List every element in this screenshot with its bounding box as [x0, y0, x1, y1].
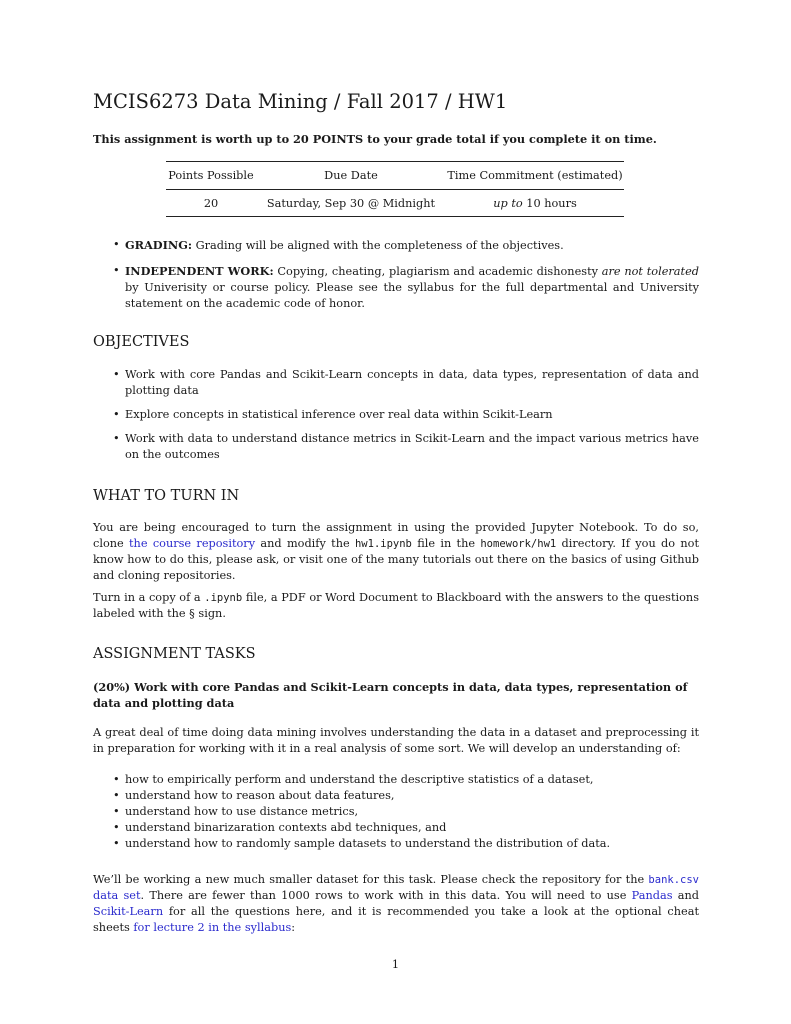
turn-in-text: file in the: [411, 537, 481, 550]
policy-grading-text: Grading will be aligned with the completeness of the objectives.: [192, 239, 564, 252]
tasks-paragraph-2: [93, 872, 699, 936]
task-list-item: • understand how to reason about data features,: [93, 788, 699, 804]
objectives-heading: OBJECTIVES: [93, 334, 190, 350]
tasks-text: :: [291, 921, 296, 934]
ipynb-extension: .ipynb: [204, 592, 243, 604]
turn-in-text: You are being encouraged to turn the assignment in using the provided Jupyter Notebook. To do so, clone: [93, 521, 699, 550]
turn-in-paragraph-1: [93, 520, 699, 584]
header-time: Time Commitment (estimated): [447, 169, 623, 182]
info-table-row: [166, 190, 624, 217]
policy-grading-label: GRADING:: [125, 238, 193, 252]
document-title: MCIS6273 Data Mining / Fall 2017 / HW1: [93, 90, 508, 113]
turn-in-text: and modify the: [255, 537, 355, 550]
info-table-header-row: [166, 162, 624, 190]
task-list-item: • understand binarizaration contexts abd techniques, and: [93, 820, 699, 836]
turn-in-paragraph-2: [93, 590, 699, 622]
time-amount: 10 hours: [522, 196, 577, 210]
turn-in-text: file, a PDF or Word Document to Blackboard with the answers to the questions labeled with the § sign.: [93, 591, 699, 620]
objective-item: • Work with core Pandas and Scikit-Learn concepts in data, data types, representation of data and plotting data: [93, 367, 699, 399]
policy-independent-text-b: by Univerisity or course policy. Please see the syllabus for the full departmental and University statement on the academic code of honor.: [125, 281, 699, 310]
tasks-text: and: [672, 889, 700, 902]
turn-in-text: Turn in a copy of a: [93, 591, 205, 604]
turn-in-section: [93, 520, 699, 622]
task-subheading: (20%) Work with core Pandas and Scikit-Learn concepts in data, data types, representation of data and plotting data: [93, 680, 688, 710]
policy-independent-emphasis: are not tolerated: [601, 265, 699, 278]
task-list-item: • understand how to use distance metrics,: [93, 804, 699, 820]
header-points: Points Possible: [168, 169, 254, 182]
time-value: [446, 190, 624, 217]
tasks-text: We’ll be working a new much smaller dataset for this task. Please check the repository for the: [93, 873, 649, 886]
time-prefix: up to: [493, 196, 523, 210]
policy-independent-label: INDEPENDENT WORK:: [125, 264, 274, 278]
lecture-2-syllabus-link[interactable]: for lecture 2 in the syllabus: [133, 921, 292, 934]
tasks-paragraph-1: A great deal of time doing data mining involves understanding the data in a dataset and preprocessing it in preparation for working with it in a real analysis of some sort. We will develop an understanding of:: [93, 726, 699, 755]
turn-in-heading: WHAT TO TURN IN: [93, 488, 240, 504]
task-list-item: • how to empirically perform and understand the descriptive statistics of a dataset,: [93, 772, 699, 788]
tasks-heading: ASSIGNMENT TASKS: [93, 646, 256, 662]
objective-item: • Work with data to understand distance metrics in Scikit-Learn and the impact various metrics have on the outcomes: [93, 431, 699, 463]
objective-item: • Explore concepts in statistical inference over real data within Scikit-Learn: [93, 407, 699, 423]
tasks-text: for all the questions here, and it is recommended you take a look at the optional cheat sheets: [93, 905, 699, 934]
course-repository-link[interactable]: the course repository: [129, 537, 256, 550]
tasks-list: [93, 772, 699, 852]
policy-independent-text-a: Copying, cheating, plagiarism and academic dishonesty: [273, 265, 602, 278]
points-value: 20: [203, 196, 219, 210]
task-list-item: • understand how to randomly sample datasets to understand the distribution of data.: [93, 836, 699, 852]
intro-statement: This assignment is worth up to 20 POINTS to your grade total if you complete it on time.: [93, 132, 657, 146]
info-table: [166, 161, 624, 217]
bank-dataset-link-text: data set: [93, 889, 141, 902]
scikit-learn-link[interactable]: Scikit-Learn: [93, 905, 164, 918]
homework-directory: homework/hw1: [480, 538, 557, 550]
due-date-value: Saturday, Sep 30 @ Midnight: [266, 196, 436, 210]
policy-list: [93, 237, 699, 312]
header-due-date: Due Date: [324, 169, 378, 182]
pandas-link[interactable]: Pandas: [631, 889, 673, 902]
bank-csv-filename: bank.csv: [648, 874, 699, 886]
tasks-text: . There are fewer than 1000 rows to work with in this data. You will need to use: [140, 889, 632, 902]
policy-grading: [93, 237, 699, 254]
policy-independent-work: [93, 263, 699, 312]
notebook-filename: hw1.ipynb: [354, 538, 412, 550]
turn-in-text: directory. If you do not know how to do this, please ask, or visit one of the many tutorials out there on the basics of using Github and cloning repositories.: [93, 537, 699, 582]
objectives-list: [93, 367, 699, 463]
page-number: 1: [391, 958, 400, 971]
